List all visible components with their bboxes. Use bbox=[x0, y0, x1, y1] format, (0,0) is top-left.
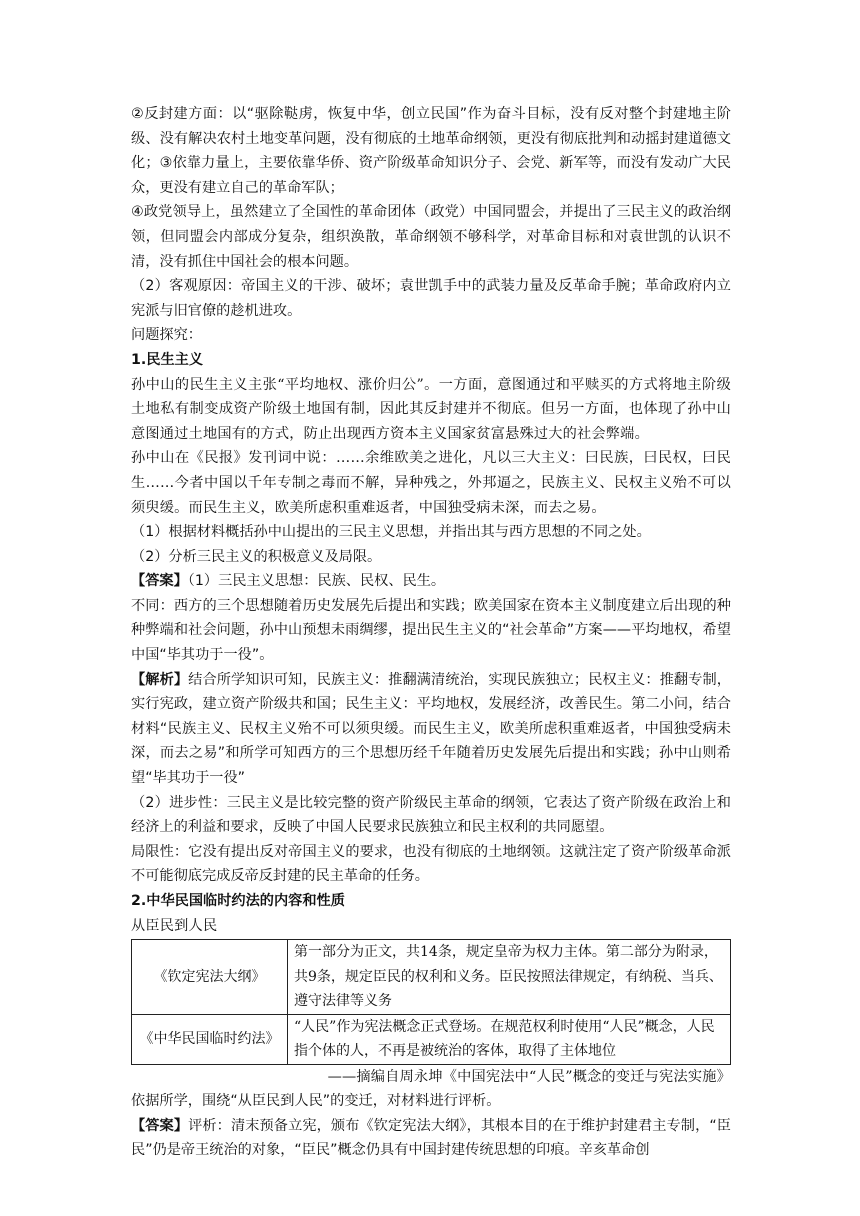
question-1: （1）根据材料概括孙中山提出的三民主义思想，并指出其与西方思想的不同之处。 bbox=[131, 524, 651, 541]
paragraph-antifeudal: ②反封建方面：以“驱除鞑虏，恢复中华，创立民国”作为奋斗目标，没有反对整个封建地主阶级、没有解决农村土地变革问题，没有彻底的土地革命纲领，更没有彻底批判和动摇封建道德文化；③依靠力量上，主要依靠华侨、资产阶级革命知识分子、会党、新军等，而没有发动广大民众，更没有建立自己的革命军队； bbox=[131, 106, 731, 196]
inquiry-label: 问题探究： bbox=[131, 327, 202, 344]
constitution-table bbox=[131, 939, 731, 1065]
section2-heading: 2.中华民国临时约法的内容和性质 bbox=[131, 893, 345, 909]
question-2: （2）分析三民主义的积极意义及局限。 bbox=[131, 548, 382, 565]
answer-label: 【答案】 bbox=[131, 573, 188, 590]
answer-1-text: （1）三民主义思想：民族、民权、民生。 bbox=[187, 573, 446, 590]
limitation: 局限性：它没有提出反对帝国主义的要求，也没有彻底的土地纲领。这就注定了资产阶级革命派不可能彻底完成反帝反封建的民主革命的任务。 bbox=[131, 843, 731, 885]
table-row bbox=[132, 1014, 731, 1064]
section2-question: 依据所学，围绕“从臣民到人民”的变迁，对材料进行评析。 bbox=[131, 1093, 501, 1110]
section2-answer-text: 评析：清末预备立宪，颁布《钦定宪法大纲》，其根本目的在于维护封建君主专制，“臣民”仍是帝王统治的对象，“臣民”概念仍具有中国封建传统思想的印痕。辛亥革命创 bbox=[131, 1117, 731, 1159]
material-1: 孙中山的民生主义主张“平均地权、涨价归公”。一方面，意图通过和平赎买的方式将地主阶级土地私有制变成资产阶级土地国有制，因此其反封建并不彻底。但另一方面，也体现了孙中山意图通过土地国有的方式，防止出现西方资本主义国家贫富悬殊过大的社会弊端。 bbox=[131, 376, 731, 442]
table-row bbox=[132, 940, 731, 1015]
section2-answer bbox=[131, 1114, 731, 1163]
table-cell-desc: “人民”作为宪法概念正式登场。在规范权利时使用“人民”概念，人民指个体的人，不再是被统治的客体，取得了主体地位 bbox=[288, 1014, 731, 1064]
analysis bbox=[131, 668, 731, 791]
analysis-label: 【解析】 bbox=[131, 671, 189, 688]
document-page bbox=[131, 102, 731, 1163]
answer-label: 【答案】 bbox=[131, 1117, 189, 1134]
table-cell-name: 《中华民国临时约法》 bbox=[132, 1014, 288, 1064]
answer-difference: 不同：西方的三个思想随着历史发展先后提出和实践；欧美国家在资本主义制度建立后出现的种种弊端和社会问题，孙中山预想未雨绸缪，提出民生主义的“社会革命”方案——平均地权，希望中国“毕其功于一役”。 bbox=[131, 597, 731, 664]
section1-heading: 1.民生主义 bbox=[131, 351, 204, 368]
paragraph-objective: （2）客观原因：帝国主义的干涉、破坏；袁世凯手中的武装力量及反革命手腕；革命政府内立宪派与旧官僚的趁机进攻。 bbox=[131, 278, 731, 319]
section2-subtitle: 从臣民到人民 bbox=[131, 917, 218, 934]
answer-1 bbox=[131, 569, 731, 594]
answer-2: （2）进步性：三民主义是比较完整的资产阶级民主革命的纲领，它表达了资产阶级在政治上和经济上的利益和要求，反映了中国人民要求民族独立和民主权利的共同愿望。 bbox=[131, 794, 731, 836]
table-cell-name: 《钦定宪法大纲》 bbox=[132, 940, 288, 1015]
analysis-text: 结合所学知识可知，民族主义：推翻满清统治，实现民族独立；民权主义：推翻专制，实行宪政，建立资产阶级共和国；民生主义：平均地权，发展经济，改善民生。第二小问，结合材料“民族主义、民权主义殆不可以须臾缓。而民生主义，欧美所虑积重难返者，中国独受病未深，而去之易”和所学可知西方的三个思想历经千年随着历史发展先后提出和实践；孙中山则希望“毕其功于一役” bbox=[131, 671, 731, 787]
material-2: 孙中山在《民报》发刊词中说：……余维欧美之进化，凡以三大主义：曰民族，曰民权，曰民生……今者中国以千年专制之毒而不解，异种残之，外邦逼之，民族主义、民权主义殆不可以须臾缓。而民生主义，欧美所虑积重难返者，中国独受病未深，而去之易。 bbox=[131, 450, 731, 516]
paragraph-leadership: ④政党领导上，虽然建立了全国性的革命团体（政党）中国同盟会，并提出了三民主义的政治纲领，但同盟会内部成分复杂，组织涣散，革命纲领不够科学，对革命目标和对袁世凯的认识不清，没有抓住中国社会的根本问题。 bbox=[131, 204, 731, 270]
source-citation: ——摘编自周永坤《中国宪法中“人民”概念的变迁与宪法实施》 bbox=[327, 1068, 731, 1085]
table-cell-desc: 第一部分为正文，共14条，规定皇帝为权力主体。第二部分为附录，共9条，规定臣民的权利和义务。臣民按照法律规定，有纳税、当兵、遵守法律等义务 bbox=[288, 940, 731, 1015]
